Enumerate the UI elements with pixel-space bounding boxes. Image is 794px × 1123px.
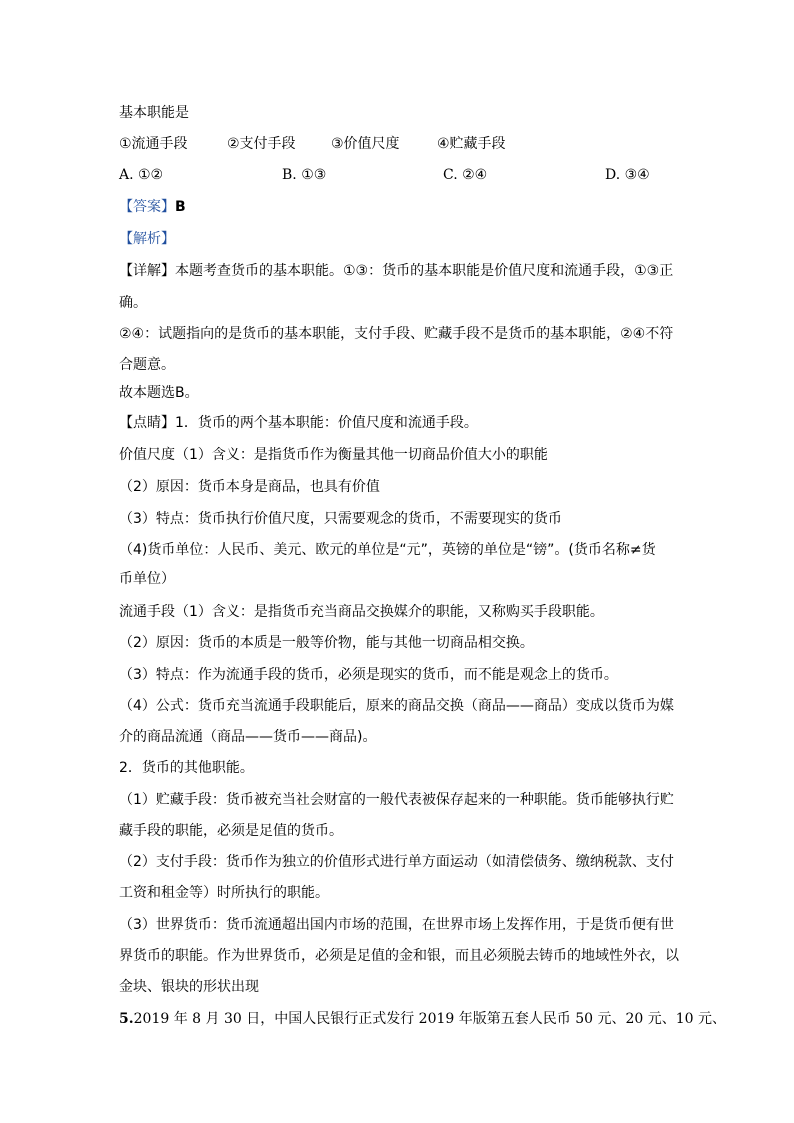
detail-line-2: 确。 (119, 295, 147, 311)
tips-line: 金块、银块的形状出现 (119, 979, 259, 995)
answer-line (119, 198, 679, 216)
tips-first-line: 【点睛】1．货币的两个基本职能：价值尺度和流通手段。 (119, 415, 478, 431)
tips-line: 流通手段（1）含义：是指货币充当商品交换媒介的职能，又称购买手段职能。 (119, 604, 604, 620)
option-b: B. ①③ (282, 167, 327, 183)
tips-line: （4）公式：货币充当流通手段职能后，原来的商品交换（商品——商品）变成以货币为媒 (119, 698, 674, 714)
option-c: C. ②④ (443, 167, 488, 183)
option-d: D. ③④ (605, 167, 650, 183)
tips-line: 界货币的职能。作为世界货币，必须是足值的金和银，而且必须脱去铸币的地域性外衣，以 (119, 948, 679, 964)
question-stem-tail: 基本职能是 (119, 105, 189, 121)
tips-line: 币单位） (119, 571, 175, 587)
tips-line: 工资和租金等）时所执行的职能。 (119, 885, 329, 901)
tips-line: （1）贮藏手段：货币被充当社会财富的一般代表被保存起来的一种职能。货币能够执行贮 (119, 792, 674, 808)
item-3: ③价值尺度 (331, 136, 400, 152)
analysis-tag: 【解析】 (119, 231, 175, 247)
tips-line: （3）特点：货币执行价值尺度，只需要观念的货币，不需要现实的货币 (119, 511, 562, 527)
next-question-number: 5. (119, 1011, 134, 1027)
tips-line: 价值尺度（1）含义：是指货币作为衡量其他一切商品价值大小的职能 (119, 447, 548, 463)
next-question-text: 2019 年 8 月 30 日，中国人民银行正式发行 2019 年版第五套人民币 50 元、20 元、10 元、 (133, 1011, 726, 1027)
tips-line: （4)货币单位：人民币、美元、欧元的单位是“元”，英镑的单位是“镑”。(货币名称≠货 (119, 542, 656, 558)
tips-line: （3）世界货币：货币流通超出国内市场的范围，在世界市场上发挥作用，于是货币便有世 (119, 917, 674, 933)
tips-line: 藏手段的职能，必须是足值的货币。 (119, 823, 343, 839)
item-2: ②支付手段 (227, 136, 296, 152)
tips-line: （2）支付手段：货币作为独立的价值形式进行单方面运动（如清偿债务、缴纳税款、支付 (119, 854, 674, 870)
item-1: ①流通手段 (119, 136, 188, 152)
tips-line: 介的商品流通（商品——货币——商品)。 (119, 729, 377, 745)
tips-line: 2．货币的其他职能。 (119, 760, 254, 776)
tips-line: （2）原因：货币本身是商品，也具有价值 (119, 479, 380, 495)
detail-tag: 【详解】 (119, 263, 175, 279)
option-a: A. ①② (119, 167, 164, 183)
item-4: ④贮藏手段 (437, 136, 506, 152)
tips-line: （2）原因：货币的本质是一般等价物，能与其他一切商品相交换。 (119, 635, 534, 651)
detail-line-5: 故本题选B。 (119, 385, 199, 401)
tips-line: （3）特点：作为流通手段的货币，必须是现实的货币，而不能是观念上的货币。 (119, 667, 618, 683)
answer-value: B (175, 199, 186, 215)
tips-tag: 【点睛】 (119, 415, 175, 431)
detail-line-4: 合题意。 (119, 357, 175, 373)
answer-tag: 【答案】 (119, 199, 175, 215)
detail-line-3: ②④：试题指向的是货币的基本职能，支付手段、贮藏手段不是货币的基本职能，②④不符 (119, 326, 674, 342)
next-question-line (119, 1010, 726, 1028)
detail-line-1: 【详解】本题考查货币的基本职能。①③：货币的基本职能是价值尺度和流通手段，①③正 (119, 263, 674, 279)
